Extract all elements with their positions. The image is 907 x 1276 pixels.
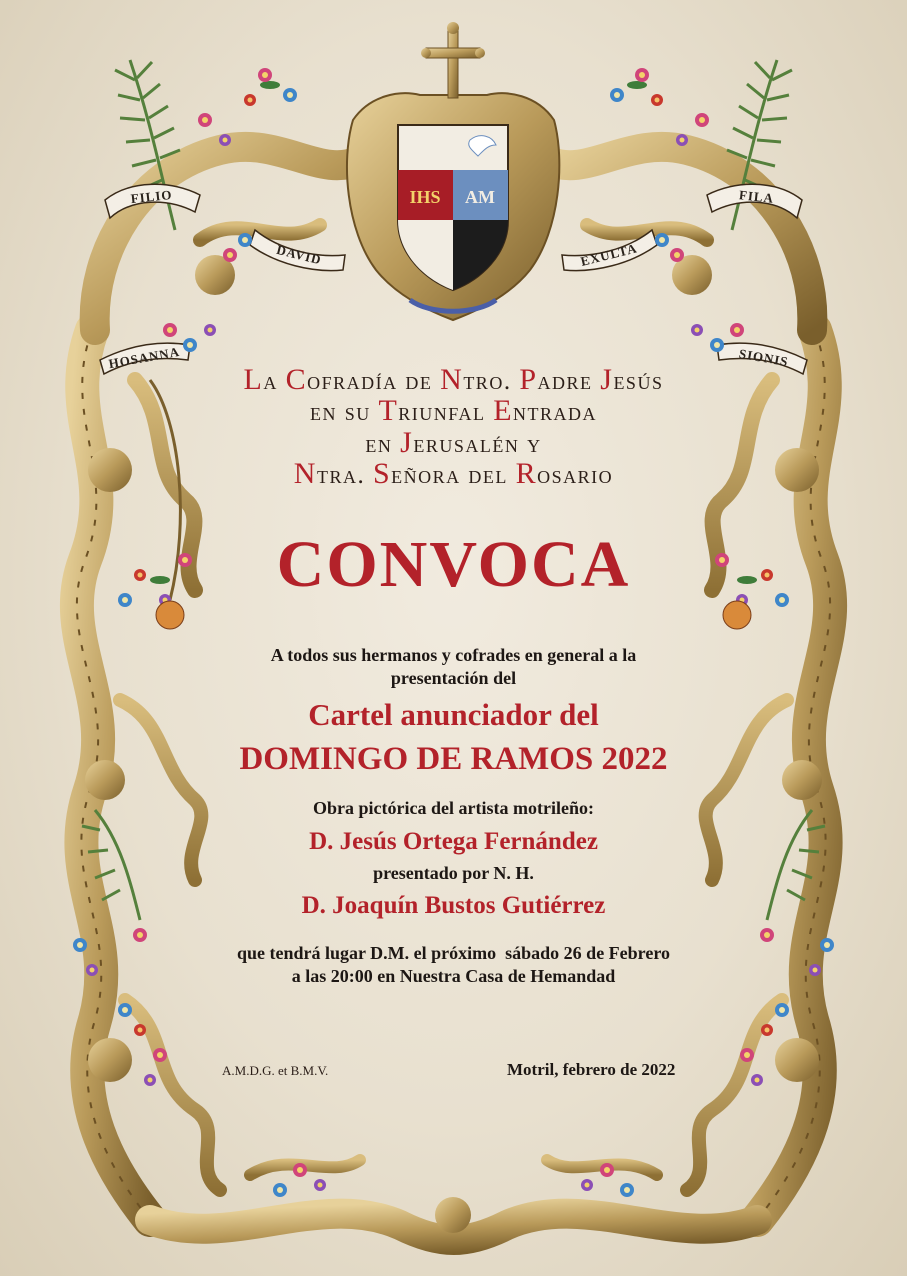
heading-initial: E xyxy=(493,394,514,427)
banner-sionis: SIONIS xyxy=(737,345,790,370)
invitation-line-1: A todos sus hermanos y cofrades en general a la xyxy=(270,645,637,665)
heading-initial: L xyxy=(243,363,264,396)
banner-hosanna: HOSANNA xyxy=(107,343,181,372)
heading-initial: T xyxy=(378,394,399,427)
heading-text: osario xyxy=(537,462,614,489)
banner-exulta: EXULTA xyxy=(578,240,639,269)
heading-text: ntrada xyxy=(513,399,598,426)
heading-line-2 xyxy=(0,396,907,428)
svg-text:IHS: IHS xyxy=(409,187,441,207)
poster-title-line-2: DOMINGO DE RAMOS 2022 xyxy=(239,741,668,777)
event-line-2: a las 20:00 en Nuestra Casa de Hemandad xyxy=(291,966,616,986)
heading-text: tra. xyxy=(316,462,373,489)
banner-fila: FILA xyxy=(738,187,775,206)
presented-by: presentado por N. H. xyxy=(373,863,534,883)
event-line-1: que tendrá lugar D.M. el próximo sábado 26 de Febrero xyxy=(237,943,670,963)
heading-text: eñora del xyxy=(391,462,516,489)
heading-initial: C xyxy=(285,363,308,396)
heading-initial: J xyxy=(400,426,414,459)
heading-text: en su xyxy=(309,399,379,426)
poster-title-line-1: Cartel anunciador del xyxy=(308,697,599,732)
heading-initial: J xyxy=(600,363,614,396)
heading-text: erusalén y xyxy=(413,431,542,458)
heading-text: ofradía de xyxy=(307,368,441,395)
heading-initial: N xyxy=(440,363,464,396)
invitation-line-2: presentación del xyxy=(390,668,517,688)
heading-text: riunfal xyxy=(398,399,494,426)
heading-text: esús xyxy=(613,368,664,395)
heading-text: en xyxy=(365,431,401,458)
heading-initial: R xyxy=(515,457,538,490)
artist-name: D. Jesús Ortega Fernández xyxy=(309,828,598,855)
bottom-frame xyxy=(150,1160,757,1240)
convoca-title: CONVOCA xyxy=(276,528,631,601)
footer-place-date: Motril, febrero de 2022 xyxy=(507,1060,676,1079)
heading-line-3 xyxy=(0,428,907,460)
heading-initial: P xyxy=(519,363,538,396)
heading-text: tro. xyxy=(463,368,520,395)
banner-filio: FILIO xyxy=(129,186,174,207)
footer-motto: A.M.D.G. et B.M.V. xyxy=(222,1063,329,1078)
cross-icon xyxy=(421,22,485,98)
presenter-name: D. Joaquín Bustos Gutiérrez xyxy=(301,892,606,919)
heading-text: adre xyxy=(537,368,601,395)
artwork-label: Obra pictórica del artista motrileño: xyxy=(313,798,594,818)
heading-line-1 xyxy=(0,365,907,397)
heading-line-4 xyxy=(0,459,907,491)
heading-text: a xyxy=(263,368,286,395)
coat-of-arms xyxy=(347,22,559,320)
banner-david: DAVID xyxy=(274,241,324,268)
svg-text:AM: AM xyxy=(465,187,495,207)
heading-initial: N xyxy=(293,457,317,490)
heading-initial: S xyxy=(372,457,392,490)
